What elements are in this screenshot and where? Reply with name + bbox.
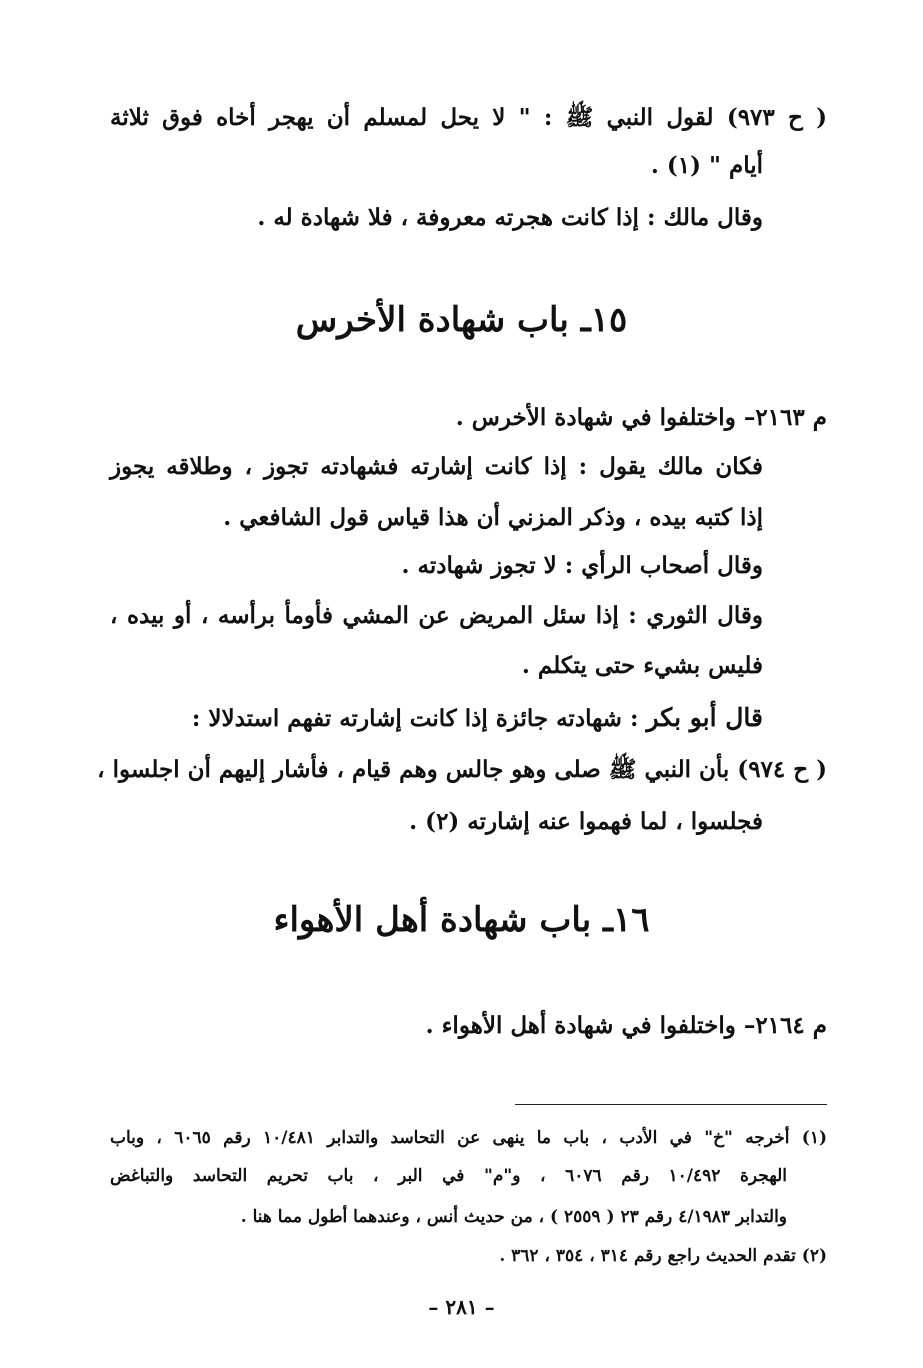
footnote-1-line-3: والتدابر ٤/١٩٨٣ رقم ٢٣ ( ٢٥٥٩ ) ، من حديث أنس ، وعندهما أطول مما هنا . (240, 1207, 787, 1227)
thawri-opinion-line-1: وقال الثوري : إذا سئل المريض عن المشي فأومأ برأسه ، أو بيده ، (110, 602, 763, 629)
hadith-974-line-1: ( ح ٩٧٤) بأن النبي ﷺ صلى وهو جالس وهم قيام ، فأشار إليهم أن اجلسوا ، (97, 756, 827, 783)
thawri-opinion-line-2: فليس بشيء حتى يتكلم . (521, 652, 763, 679)
hadith-973-line-2: أيام " (١) . (650, 152, 763, 179)
malik-opinion-line-2: إذا كتبه بيده ، وذكر المزني أن هذا قياس قول الشافعي . (223, 504, 763, 531)
abu-bakr-statement (192, 702, 763, 735)
masala-2163: م ٢١٦٣– واختلفوا في شهادة الأخرس . (455, 404, 827, 431)
section-15-heading: ١٥ـ باب شهادة الأخرس (295, 300, 628, 340)
footnote-2: (٢) تقدم الحديث راجع رقم ٣١٤ ، ٣٥٤ ، ٣٦٢ . (499, 1246, 827, 1266)
section-16-heading: ١٦ـ باب شهادة أهل الأهواء (273, 900, 650, 940)
hadith-974-line-2: فجلسوا ، لما فهموا عنه إشارته (٢) . (409, 808, 763, 835)
abu-bakr-text: : شهادته جائزة إذا كانت إشارته تفهم استدلالا : (191, 705, 647, 732)
ashab-al-ray-opinion: وقال أصحاب الرأي : لا تجوز شهادته . (401, 552, 763, 579)
abu-bakr-label: قال أبو بكر (646, 703, 763, 732)
masala-2164: م ٢١٦٤– واختلفوا في شهادة أهل الأهواء . (425, 1012, 827, 1039)
malik-hijra-paragraph: وقال مالك : إذا كانت هجرته معروفة ، فلا شهادة له . (257, 204, 763, 231)
footnote-separator (515, 1104, 827, 1105)
footnote-1-line-2: الهجرة ١٠/٤٩٢ رقم ٦٠٧٦ ، و"م" في البر ، باب تحريم التحاسد والتباغض (110, 1166, 787, 1186)
footnote-1-line-1: (١) أخرجه "خ" في الأدب ، باب ما ينهى عن التحاسد والتدابر ١٠/٤٨١ رقم ٦٠٦٥ ، وباب (110, 1128, 827, 1148)
hadith-973-line-1: ( ح ٩٧٣) لقول النبي ﷺ : " لا يحل لمسلم أن يهجر أخاه فوق ثلاثة (110, 104, 827, 131)
malik-opinion-line-1: فكان مالك يقول : إذا كانت إشارته فشهادته تجوز ، وطلاقه يجوز (110, 453, 763, 480)
page-number: – ٢٨١ – (428, 1295, 495, 1319)
